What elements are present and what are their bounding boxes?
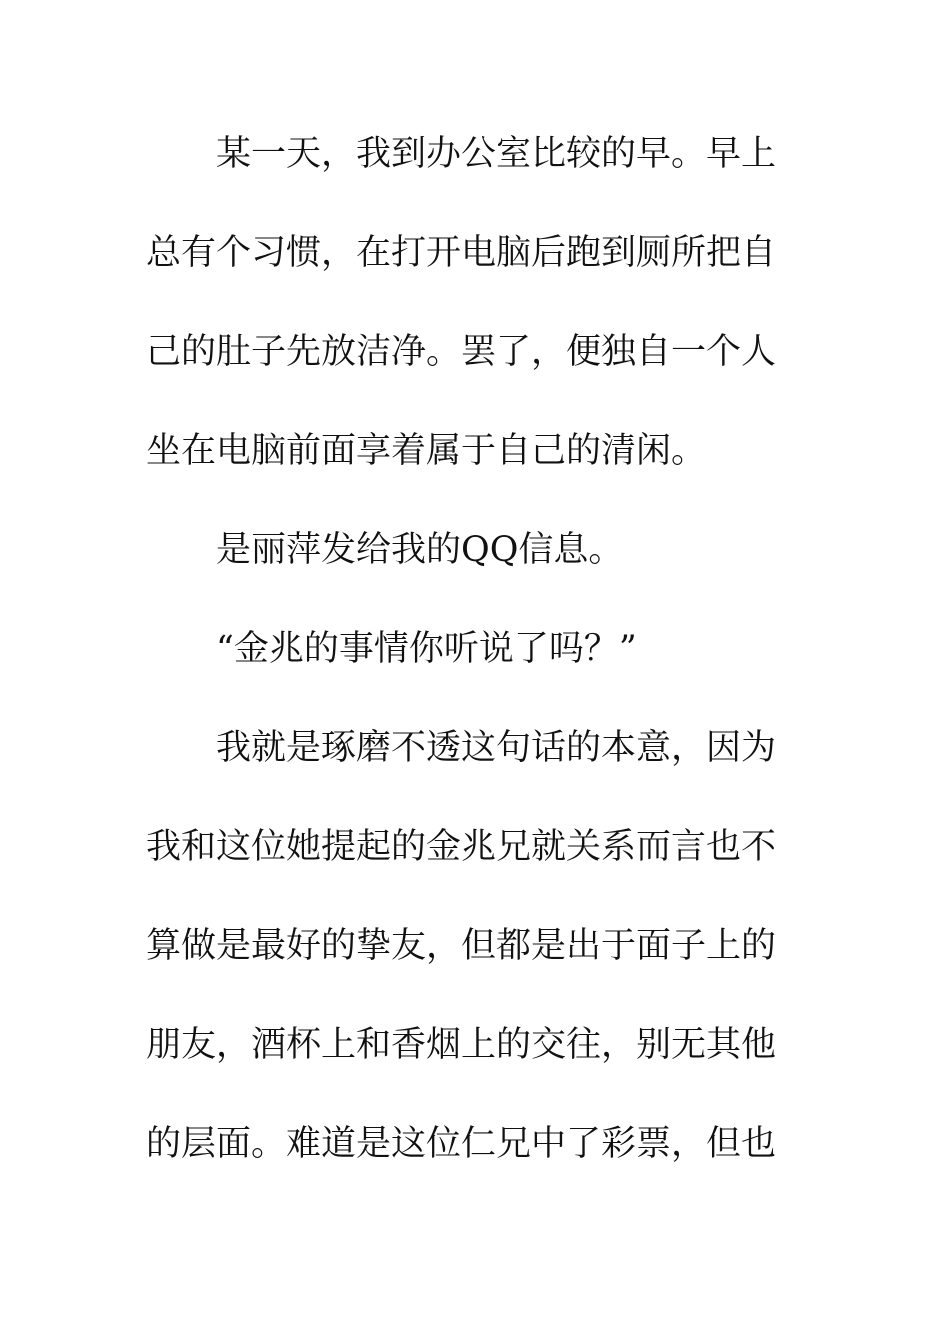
paragraph-1-line-2: 总有个习惯，在打开电脑后跑到厕所把自 [146, 233, 777, 273]
paragraph-1-line-4: 坐在电脑前面享着属于自己的清闲。 [146, 431, 707, 471]
paragraph-4-line-2: 我和这位她提起的金兆兄就关系而言也不 [146, 827, 777, 867]
paragraph-2-line-1: 是丽萍发给我的QQ信息。 [216, 530, 624, 570]
paragraph-4-line-4: 朋友，酒杯上和香烟上的交往，别无其他 [146, 1025, 777, 1065]
paragraph-1-line-1: 某一天，我到办公室比较的早。早上 [216, 134, 777, 174]
paragraph-3-line-1: “金兆的事情你听说了吗？” [216, 629, 637, 669]
paragraph-4-line-3: 算做是最好的挚友，但都是出于面子上的 [146, 926, 777, 966]
paragraph-1-line-3: 己的肚子先放洁净。罢了，便独自一个人 [146, 332, 777, 372]
paragraph-4-line-1: 我就是琢磨不透这句话的本意，因为 [216, 728, 777, 768]
paragraph-4-line-5: 的层面。难道是这位仁兄中了彩票，但也 [146, 1124, 777, 1164]
